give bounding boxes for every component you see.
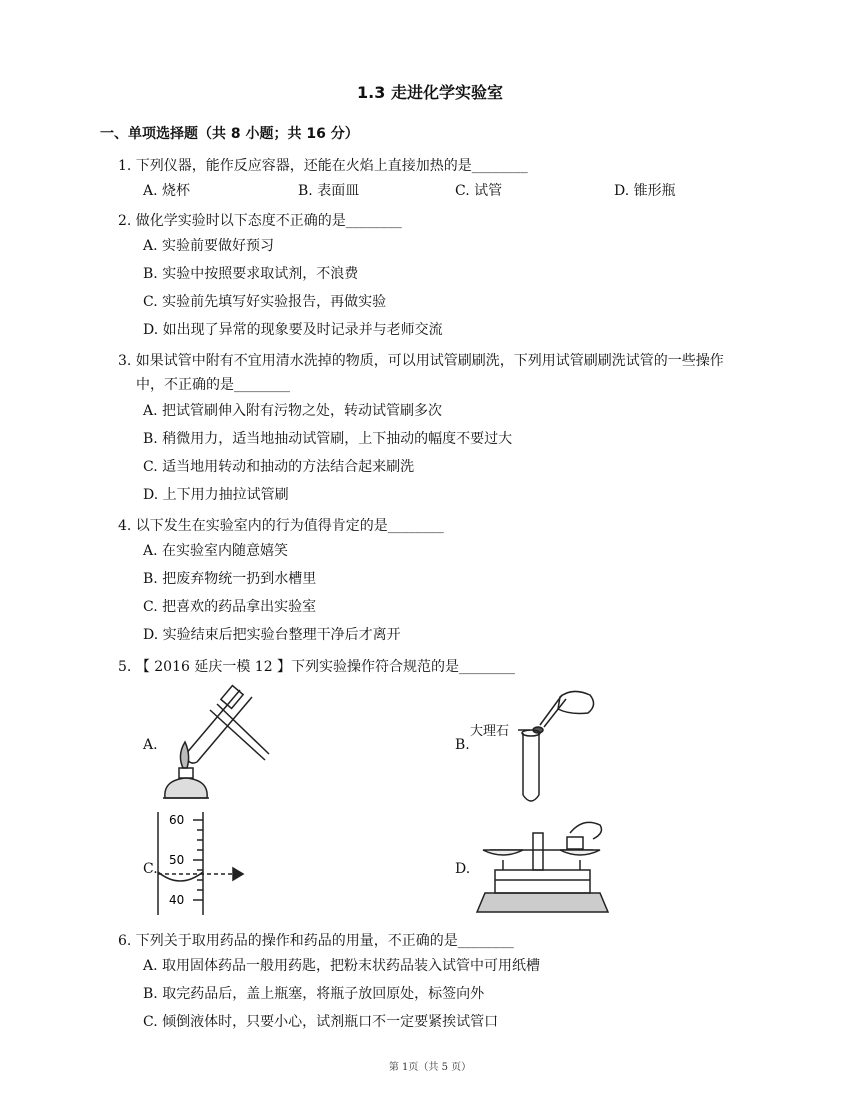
section-heading: 一、单项选择题（共 8 小题；共 16 分）	[100, 126, 359, 142]
question-5-option-c[interactable]: C.	[143, 861, 158, 877]
question-4-option-c[interactable]: C. 把喜欢的药品拿出实验室	[143, 599, 317, 615]
question-6-option-b[interactable]: B. 取完药品后，盖上瓶塞，将瓶子放回原处，标签向外	[143, 986, 485, 1002]
figure-c-cylinder-reading	[155, 810, 255, 920]
figure-b-label: 大理石	[470, 724, 510, 739]
question-5-stem: 5. 【 2016 延庆一模 12 】下列实验操作符合规范的是________	[118, 659, 516, 675]
question-4-option-d[interactable]: D. 实验结束后把实验台整理干净后才离开	[143, 627, 401, 643]
question-2-option-d[interactable]: D. 如出现了异常的现象要及时记录并与老师交流	[143, 322, 443, 338]
question-2-option-a[interactable]: A. 实验前要做好预习	[143, 238, 275, 254]
figure-a-heating-tube	[155, 680, 275, 800]
question-5-option-d[interactable]: D.	[455, 861, 471, 877]
figure-c-tick-60: 60	[169, 813, 185, 827]
page-footer: 第 1页（共 5 页）	[388, 1062, 472, 1073]
question-4-stem: 4. 以下发生在实验室内的行为值得肯定的是________	[118, 518, 444, 534]
question-3-option-b[interactable]: B. 稍微用力，适当地抽动试管刷，上下抽动的幅度不要过大	[143, 431, 513, 447]
question-2-stem: 2. 做化学实验时以下态度不正确的是________	[118, 213, 402, 229]
figure-b-marble-tube	[470, 675, 610, 810]
question-1-option-a[interactable]: A. 烧杯	[143, 183, 191, 199]
question-1-option-d[interactable]: D. 锥形瓶	[614, 183, 676, 199]
question-3-stem-line2: 中，不正确的是________	[136, 377, 290, 393]
question-3-option-c[interactable]: C. 适当地用转动和抽动的方法结合起来刷洗	[143, 459, 415, 475]
figure-d-balance	[475, 815, 610, 915]
question-2-option-b[interactable]: B. 实验中按照要求取试剂，不浪费	[143, 266, 359, 282]
question-2-option-c[interactable]: C. 实验前先填写好实验报告，再做实验	[143, 294, 387, 310]
question-4-option-b[interactable]: B. 把废弃物统一扔到水槽里	[143, 571, 317, 587]
question-1-option-b[interactable]: B. 表面皿	[298, 183, 360, 199]
question-6-option-a[interactable]: A. 取用固体药品一般用药匙，把粉末状药品装入试管中可用纸槽	[143, 958, 541, 974]
page-title: 1.3 走进化学实验室	[357, 83, 503, 102]
question-5-option-a[interactable]: A.	[143, 737, 158, 753]
question-1-option-c[interactable]: C. 试管	[455, 183, 503, 199]
question-3-option-d[interactable]: D. 上下用力抽拉试管刷	[143, 487, 289, 503]
question-6-stem: 6. 下列关于取用药品的操作和药品的用量，不正确的是________	[118, 933, 514, 949]
question-3-stem-line1: 3. 如果试管中附有不宜用清水洗掉的物质，可以用试管刷刷洗，下列用试管刷刷洗试管的一些操作	[118, 353, 724, 369]
figure-c-tick-40: 40	[169, 893, 185, 907]
question-6-option-c[interactable]: C. 倾倒液体时，只要小心，试剂瓶口不一定要紧挨试管口	[143, 1014, 499, 1030]
question-5-option-b[interactable]: B.	[455, 737, 470, 753]
question-3-option-a[interactable]: A. 把试管刷伸入附有污物之处，转动试管刷多次	[143, 403, 443, 419]
question-4-option-a[interactable]: A. 在实验室内随意嬉笑	[143, 543, 289, 559]
question-1-stem: 1. 下列仪器，能作反应容器，还能在火焰上直接加热的是________	[118, 158, 528, 174]
figure-c-tick-50: 50	[169, 853, 185, 867]
